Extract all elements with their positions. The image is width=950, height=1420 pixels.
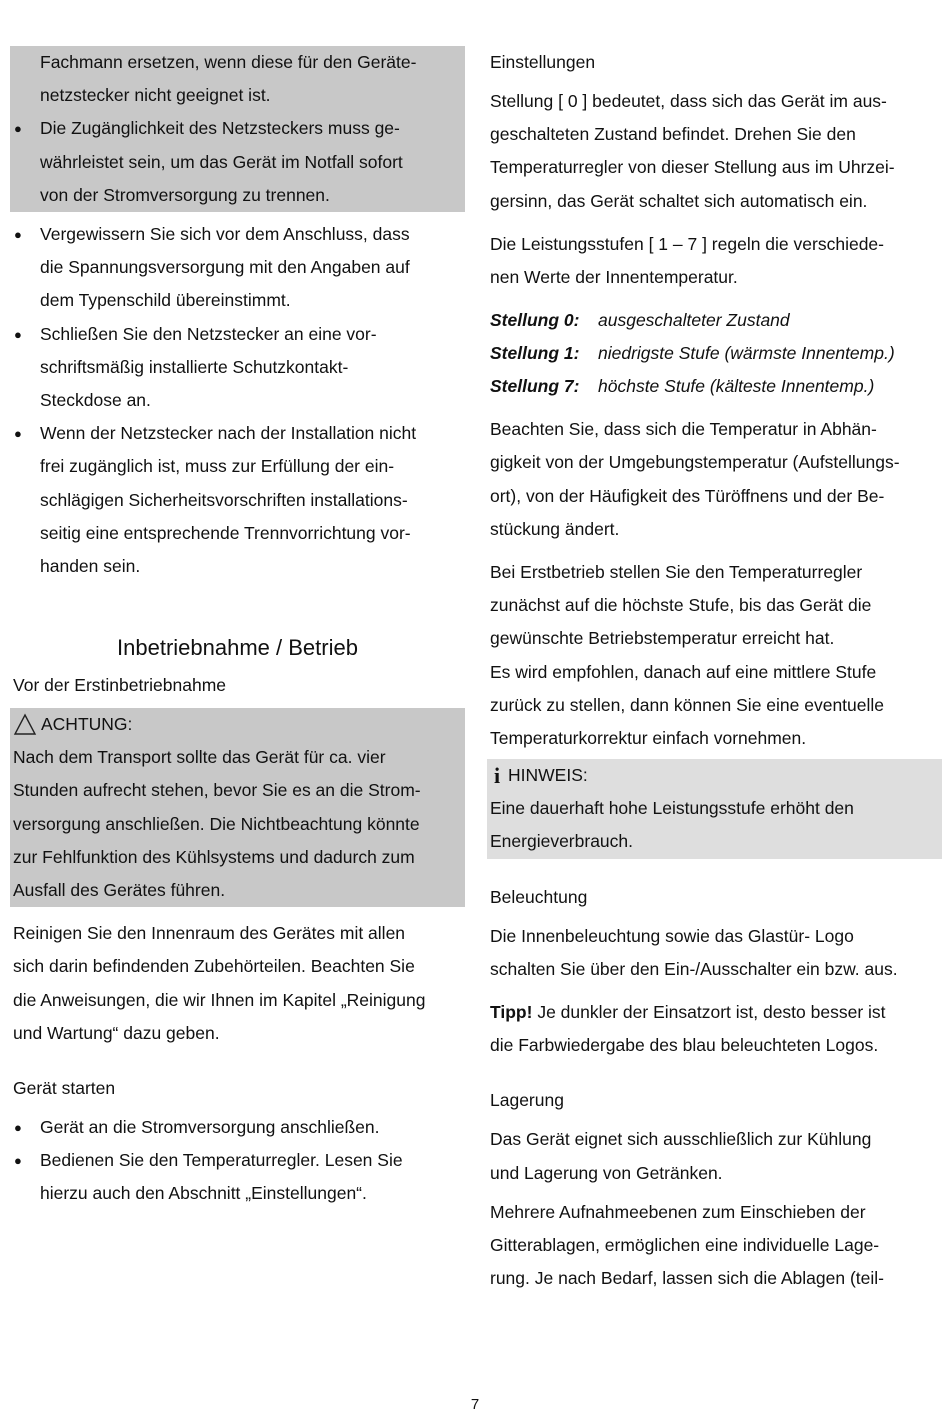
text-line: schalten Sie über den Ein-/Ausschalter ein bzw. aus. <box>490 958 898 979</box>
bullet-dot: ● <box>14 121 22 137</box>
text-line: hierzu auch den Abschnitt „Einstellungen“. <box>40 1183 367 1204</box>
info-header <box>487 759 942 792</box>
text-line: geschalteten Zustand befindet. Drehen Sie den <box>490 124 856 145</box>
bullet-text: Schließen Sie den Netzstecker an eine vor- <box>40 323 377 344</box>
text-line: die Anweisungen, die wir Ihnen im Kapitel „Reinigung <box>13 989 426 1010</box>
position-value: ausgeschalteter Zustand <box>598 310 790 331</box>
text-line: versorgung anschließen. Die Nichtbeachtung könnte <box>13 813 420 834</box>
bullet-text: Gerät an die Stromversorgung anschließen. <box>40 1117 380 1138</box>
info-label: HINWEIS: <box>508 765 588 786</box>
text-line: Eine dauerhaft hohe Leistungsstufe erhöht den <box>490 798 854 819</box>
info-icon: i <box>493 762 501 788</box>
text-line: Temperaturkorrektur einfach vornehmen. <box>490 728 807 749</box>
bullet-dot: ● <box>14 426 22 442</box>
bullet-item <box>10 1144 465 1177</box>
text-line: Die Innenbeleuchtung sowie das Glastür- Logo <box>490 925 854 946</box>
bullet-dot: ● <box>14 1120 22 1136</box>
text-line: Energieverbrauch. <box>490 831 633 852</box>
bullet-text: Wenn der Netzstecker nach der Installation nicht <box>40 423 417 444</box>
bullet-item <box>10 218 465 251</box>
text-line: handen sein. <box>40 556 141 577</box>
heading-start: Gerät starten <box>13 1078 116 1099</box>
heading-light: Beleuchtung <box>490 886 588 907</box>
info-box <box>487 759 942 858</box>
text-line: Gitterablagen, ermöglichen eine individuelle Lage- <box>490 1235 880 1256</box>
bullet-item <box>10 112 465 145</box>
position-value: höchste Stufe (kälteste Innentemp.) <box>598 376 875 397</box>
text-line: Beachten Sie, dass sich die Temperatur in Abhän- <box>490 419 877 440</box>
text-line: gersinn, das Gerät schaltet sich automatisch ein. <box>490 190 868 211</box>
position-key: Stellung 7: <box>490 376 580 397</box>
text-line: zur Fehlfunktion des Kühlsystems und dadurch zum <box>13 846 415 867</box>
text-line: rung. Je nach Bedarf, lassen sich die Ablagen (teil- <box>490 1268 884 1289</box>
text-line: währleistet sein, um das Gerät im Notfall sofort <box>40 151 403 172</box>
heading-settings: Einstellungen <box>490 52 596 72</box>
bullet-text: Vergewissern Sie sich vor dem Anschluss, dass <box>40 224 410 245</box>
heading-first-use: Vor der Erstinbetriebnahme <box>13 675 227 696</box>
text-line: Temperaturregler von dieser Stellung aus im Uhrzei- <box>490 157 895 178</box>
right-column <box>487 46 942 1295</box>
text-line: dem Typenschild übereinstimmt. <box>40 290 291 311</box>
text-line: und Wartung“ dazu geben. <box>13 1022 220 1043</box>
position-row <box>487 304 942 337</box>
section-title: Inbetriebnahme / Betrieb <box>117 635 358 661</box>
text-line: die Spannungsversorgung mit den Angaben auf <box>40 257 410 278</box>
text-line: Es wird empfohlen, danach auf eine mittlere Stufe <box>490 661 877 682</box>
text-line: gigkeit von der Umgebungstemperatur (Aufstellungs- <box>490 452 900 473</box>
text-line: zunächst auf die höchste Stufe, bis das Gerät die <box>490 595 872 616</box>
bullet-dot: ● <box>14 227 22 243</box>
page-number: 7 <box>470 1396 480 1413</box>
tip-line <box>487 996 942 1029</box>
text-line: ort), von der Häufigkeit des Türöffnens und der Be- <box>490 485 885 506</box>
text-line: frei zugänglich ist, muss zur Erfüllung der ein- <box>40 456 395 477</box>
text-line: Stunden aufrecht stehen, bevor Sie es an die Strom- <box>13 780 421 801</box>
text-line: Das Gerät eignet sich ausschließlich zur Kühlung <box>490 1129 872 1150</box>
text-line: sich darin befindenden Zubehörteilen. Beachten Sie <box>13 956 415 977</box>
text-line: Nach dem Transport sollte das Gerät für ca. vier <box>13 747 386 768</box>
bullet-text: Die Zugänglichkeit des Netzsteckers muss ge- <box>40 118 400 139</box>
heading-storage: Lagerung <box>490 1090 564 1111</box>
bullet-text: Bedienen Sie den Temperaturregler. Lesen Sie <box>40 1150 403 1171</box>
text-line: schlägigen Sicherheitsvorschriften installations- <box>40 489 408 510</box>
text-line: Die Leistungsstufen [ 1 – 7 ] regeln die verschiede- <box>490 233 884 254</box>
text-line: nen Werte der Innentemperatur. <box>490 267 738 288</box>
text-line: Steckdose an. <box>40 390 151 411</box>
text-line: Bei Erstbetrieb stellen Sie den Temperaturregler <box>490 562 863 583</box>
text-line: schriftsmäßig installierte Schutzkontakt- <box>40 356 349 377</box>
text-line: Ausfall des Gerätes führen. <box>13 880 226 901</box>
warning-header <box>10 708 465 741</box>
position-row <box>487 370 942 403</box>
text-line: gewünschte Betriebstemperatur erreicht hat. <box>490 628 835 649</box>
left-column <box>10 46 465 1211</box>
bullet-dot: ● <box>14 1153 22 1169</box>
text-line: die Farbwiedergabe des blau beleuchteten Logos. <box>490 1035 879 1056</box>
text-line: netzstecker nicht geeignet ist. <box>40 85 271 106</box>
text-line: Fachmann ersetzen, wenn diese für den Geräte- <box>40 52 417 72</box>
text-line: Reinigen Sie den Innenraum des Gerätes mit allen <box>13 923 406 944</box>
tip-text: Je dunkler der Einsatzort ist, desto besser ist <box>532 1002 886 1023</box>
text-line: seitig eine entsprechende Trennvorrichtung vor- <box>40 522 411 543</box>
tip-label: Tipp! <box>490 1002 533 1023</box>
bullet-item <box>10 417 465 450</box>
text-line: Stellung [ 0 ] bedeutet, dass sich das Gerät im aus- <box>490 91 887 111</box>
text-line: zurück zu stellen, dann können Sie eine eventuelle <box>490 694 885 715</box>
text-line: und Lagerung von Getränken. <box>490 1162 723 1183</box>
position-row <box>487 337 942 370</box>
text-line: stückung ändert. <box>490 518 620 539</box>
bullet-dot: ● <box>14 326 22 342</box>
bullet-item <box>10 318 465 351</box>
warning-triangle-icon <box>13 713 37 737</box>
warning-box <box>10 708 465 907</box>
position-key: Stellung 0: <box>490 310 580 331</box>
bullet-item <box>10 1111 465 1144</box>
safety-box <box>10 46 465 212</box>
position-value: niedrigste Stufe (wärmste Innentemp.) <box>598 343 895 364</box>
text-line: Mehrere Aufnahmeebenen zum Einschieben der <box>490 1201 866 1222</box>
text-line: von der Stromversorgung zu trennen. <box>40 184 330 205</box>
warning-label: ACHTUNG: <box>41 714 133 735</box>
position-key: Stellung 1: <box>490 343 580 364</box>
